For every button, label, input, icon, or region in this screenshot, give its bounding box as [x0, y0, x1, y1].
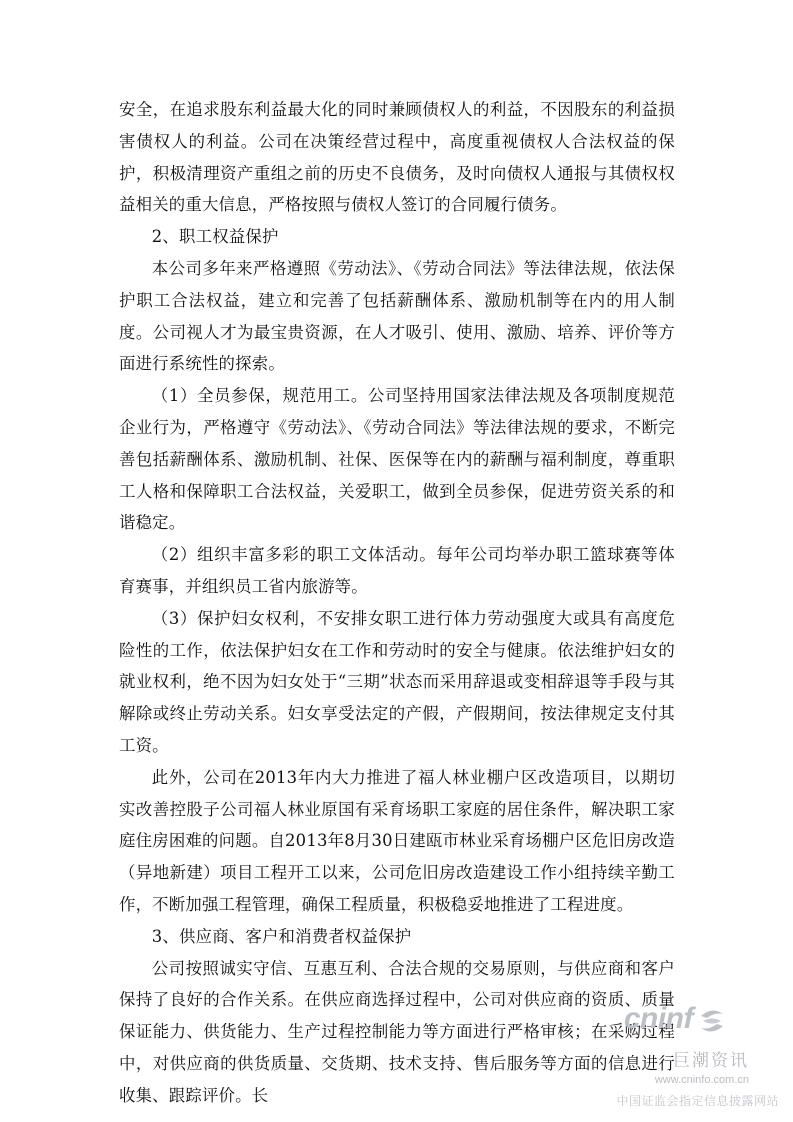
cninfo-watermark — [579, 996, 779, 1116]
document-body — [119, 94, 675, 1112]
watermark-description: 中国证监会指定信息披露网站 — [616, 1094, 779, 1108]
paragraph-item-2-activities: （2）组织丰富多彩的职工文体活动。每年公司均举办职工篮球赛等体育赛事，并组织员工省内旅游等。 — [119, 545, 675, 596]
watermark-url: www.cninfo.com.cn — [654, 1074, 749, 1086]
paragraph-item-3-women-rights: （3）保护妇女权利，不安排女职工进行体力劳动强度大或具有高度危险性的工作，依法保护妇女在工作和劳动时的安全与健康。依法维护妇女的就业权利，绝不因为妇女处于“三期”状态而采用辞退或变相辞退等手段与其解除或终止劳动关系。妇女享受法定的产假，产假期间，按法律规定支付其工资。 — [119, 608, 675, 755]
paragraph-housing-project: 此外，公司在2013年内大力推进了福人林业棚户区改造项目，以期切实改善控股子公司福人林业原国有采育场职工家庭的居住条件，解决职工家庭住房困难的问题。自2013年8月30日建瓯市林业采育场棚户区危旧房改造（异地新建）项目工程开工以来，公司危旧房改造建设工作小组持续辛勤工作，不断加强工程管理，确保工程质量，积极稳妥地推进了工程进度。 — [119, 767, 675, 914]
paragraph-creditor-rights: 安全，在追求股东利益最大化的同时兼顾债权人的利益，不因股东的利益损害债权人的利益。公司在决策经营过程中，高度重视债权人合法权益的保护，积极清理资产重组之前的历史不良债务，及时向债权人通报与其债权权益相关的重大信息，严格按照与债权人签订的合同履行债务。 — [119, 100, 675, 215]
watermark-logo-group — [581, 996, 751, 1048]
section-heading-employee-rights: 2、职工权益保护 — [151, 227, 279, 247]
paragraph-supplier-intro: 公司按照诚实守信、互惠互利、合法合规的交易原则，与供应商和客户保持了良好的合作关系。在供应商选择过程中，公司对供应商的资质、质量保证能力、供货能力、生产过程控制能力等方面进行严格审核；在采购过程中，对供应商的供货质量、交货期、技术支持、售后服务等方面的信息进行收集、跟踪评价。长 — [119, 958, 675, 1105]
paragraph-employee-intro: 本公司多年来严格遵照《劳动法》、《劳动合同法》等法律法规，依法保护职工合法权益，建立和完善了包括薪酬体系、激励机制等在内的用人制度。公司视人才为最宝贵资源，在人才吸引、使用、激励、培养、评价等方面进行系统性的探索。 — [119, 258, 675, 374]
cninfo-logo-icon — [695, 1004, 729, 1038]
watermark-chinese-name: 巨潮资讯 — [673, 1051, 749, 1071]
paragraph-item-1-insurance: （1）全员参保，规范用工。公司坚持用国家法律法规及各项制度规范企业行为，严格遵守《劳动法》、《劳动合同法》等法律法规的要求，不断完善包括薪酬体系、激励机制、社保、医保等在内的薪酬与福利制度，尊重职工人格和保障职工合法权益，关爱职工，做到全员参保，促进劳资关系的和谐稳定。 — [119, 386, 675, 533]
watermark-brand: cninf — [623, 1002, 693, 1035]
section-heading-supplier-rights: 3、供应商、客户和消费者权益保护 — [151, 926, 412, 946]
